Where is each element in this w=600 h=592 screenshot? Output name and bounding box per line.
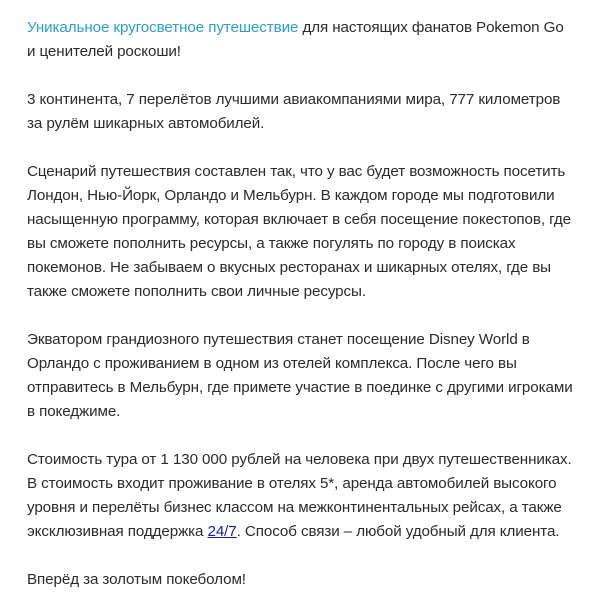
price-text: Стоимость тура от 1 130 000 рублей на человека при двух путешественниках. В стоимость входит проживание в отелях 5*, аренда автомобилей высокого уровня и перелёты бизнес классом на межконтинентальных рейсах, а также эксклюзивная поддержка	[27, 451, 572, 540]
contact-text: . Способ связи – любой удобный для клиента.	[236, 523, 560, 540]
summary-paragraph: 3 континента, 7 перелётов лучшими авиакомпаниями мира, 777 километров за рулём шикарных автомобилей.	[27, 91, 561, 132]
intro-paragraph	[27, 16, 576, 64]
highlighted-title: Уникальное кругосветное путешествие	[27, 19, 299, 36]
highlight-paragraph: Экватором грандиозного путешествия станет посещение Disney World в Орландо с проживанием в одном из отелей комплекса. После чего вы отправитесь в Мельбурн, где примете участие в поединке с другими игроками в покеджиме.	[27, 331, 573, 420]
price-paragraph	[27, 448, 576, 544]
closing-paragraph: Вперёд за золотым покеболом!	[27, 571, 246, 588]
support-link[interactable]: 24/7	[207, 523, 237, 540]
itinerary-paragraph: Сценарий путешествия составлен так, что у вас будет возможность посетить Лондон, Нью-Йорк, Орландо и Мельбурн. В каждом городе мы подготовили насыщенную программу, которая включает в себя посещение покестопов, где вы сможете пополнить ресурсы, а также погулять по городу в поисках покемонов. Не забываем о вкусных ресторанах и шикарных отелях, где вы также сможете пополнить свои личные ресурсы.	[27, 163, 571, 300]
intro-text: для настоящих фанатов Pokemon Go и ценителей роскоши!	[27, 19, 564, 60]
